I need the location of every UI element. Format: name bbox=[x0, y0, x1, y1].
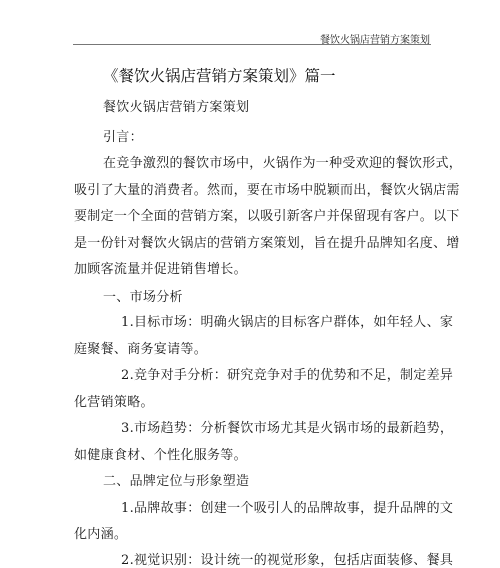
header-divider bbox=[73, 44, 431, 45]
subtitle-line: 餐饮火锅店营销方案策划 bbox=[103, 100, 250, 115]
paragraph-line: 要制定一个全面的营销方案，以吸引新客户并保留现有客户。以下 bbox=[74, 209, 460, 224]
list-item-line: 1.目标市场：明确火锅店的目标客户群体，如年轻人、家 bbox=[121, 315, 454, 330]
list-item-line: 3.市场趋势：分析餐饮市场尤其是火锅市场的最新趋势， bbox=[121, 421, 454, 436]
section-heading-1: 一、市场分析 bbox=[103, 290, 183, 305]
paragraph-line: 是一份针对餐饮火锅店的营销方案策划，旨在提升品牌知名度、增 bbox=[74, 236, 460, 251]
list-item-line: 如健康食材、个性化服务等。 bbox=[74, 448, 247, 463]
header-text: 餐饮火锅店营销方案策划 bbox=[320, 35, 430, 46]
intro-heading: 引言： bbox=[103, 130, 143, 145]
list-item-line: 1.品牌故事：创建一个吸引人的品牌故事，提升品牌的文 bbox=[121, 501, 454, 516]
paragraph-line: 加顾客流量并促进销售增长。 bbox=[74, 262, 247, 277]
list-item-line: 化营销策略。 bbox=[74, 395, 154, 410]
section-heading-2: 二、品牌定位与形象塑造 bbox=[103, 474, 250, 489]
list-item-line: 化内涵。 bbox=[74, 527, 128, 542]
paragraph-line: 吸引了大量的消费者。然而，要在市场中脱颖而出，餐饮火锅店需 bbox=[74, 183, 460, 198]
list-item-line: 庭聚餐、商务宴请等。 bbox=[74, 342, 208, 357]
paragraph-line: 在竞争激烈的餐饮市场中，火锅作为一种受欢迎的餐饮形式， bbox=[103, 156, 463, 171]
list-item-line: 2.竞争对手分析：研究竞争对手的优势和不足，制定差异 bbox=[121, 368, 454, 383]
list-item-line: 2.视觉识别：设计统一的视觉形象，包括店面装修、餐具 bbox=[121, 553, 454, 568]
document-title: 《餐饮火锅店营销方案策划》篇一 bbox=[103, 67, 336, 85]
